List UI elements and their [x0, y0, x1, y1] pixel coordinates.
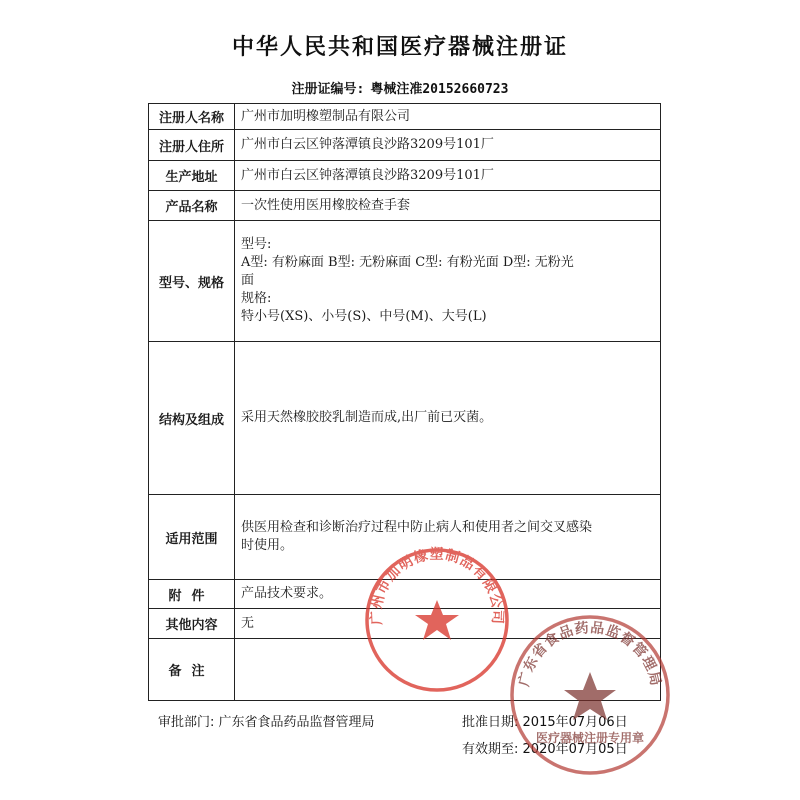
certificate-title: 中华人民共和国医疗器械注册证 [231, 35, 568, 60]
model-line-5: 特小号(XS)、小号(S)、中号(M)、大号(L) [241, 309, 487, 324]
structure-value: 采用天然橡胶胶乳制造而成,出厂前已灭菌。 [235, 342, 661, 495]
company-seal-text: 广州市加明橡塑制品有限公司 [368, 546, 506, 626]
other-value: 无 [235, 609, 661, 639]
agency-seal-icon [505, 610, 675, 780]
approver [158, 711, 375, 730]
row-structure [149, 342, 661, 495]
registration-number-value: 粤械注准20152660723 [370, 82, 509, 97]
registration-number-label: 注册证编号: [291, 82, 365, 97]
model-value [235, 221, 661, 342]
attachment-value: 产品技术要求。 [235, 580, 661, 609]
other-label: 其他内容 [149, 609, 235, 639]
row-address [149, 130, 661, 161]
row-model [149, 221, 661, 342]
product-label: 产品名称 [149, 191, 235, 221]
row-registrant [149, 104, 661, 130]
address-label: 注册人住所 [149, 130, 235, 161]
agency-seal-text: 广东省食品药品监督管理局 [516, 620, 664, 689]
row-production [149, 161, 661, 191]
attachment-label-text: 附件 [168, 588, 215, 604]
expiry-date-label: 有效期至: [462, 742, 519, 757]
registration-number [0, 78, 800, 97]
product-value: 一次性使用医用橡胶检查手套 [235, 191, 661, 221]
expiry-date-value: 2020年07月05日 [522, 742, 628, 757]
model-line-1: 型号: [241, 237, 272, 252]
model-line-3: 面 [241, 273, 255, 288]
registrant-value: 广州市加明橡塑制品有限公司 [235, 104, 661, 130]
production-label: 生产地址 [149, 161, 235, 191]
address-value: 广州市白云区钟落潭镇良沙路3209号101厂 [235, 130, 661, 161]
scope-label: 适用范围 [149, 495, 235, 580]
agency-seal-bottom-text: 医疗器械注册专用章 [535, 731, 645, 745]
row-product [149, 191, 661, 221]
company-seal-icon [362, 545, 512, 695]
model-line-2: A型: 有粉麻面 B型: 无粉麻面 C型: 有粉光面 D型: 无粉光 [241, 255, 574, 270]
scope-line-2: 时使用。 [241, 538, 294, 553]
model-label: 型号、规格 [149, 221, 235, 342]
model-line-4: 规格: [241, 291, 272, 306]
registrant-label: 注册人名称 [149, 104, 235, 130]
structure-label: 结构及组成 [149, 342, 235, 495]
approver-label: 审批部门: [158, 715, 215, 730]
approval-date-label: 批准日期: [462, 715, 519, 730]
remarks-label-text: 备注 [168, 664, 215, 679]
approver-value: 广东省食品药品监督管理局 [218, 715, 375, 730]
production-value: 广州市白云区钟落潭镇良沙路3209号101厂 [235, 161, 661, 191]
attachment-label [149, 580, 235, 609]
scope-line-1: 供医用检查和诊断治疗过程中防止病人和使用者之间交叉感染 [241, 520, 593, 535]
approval-date-value: 2015年07月06日 [522, 715, 628, 730]
remarks-label [149, 639, 235, 701]
